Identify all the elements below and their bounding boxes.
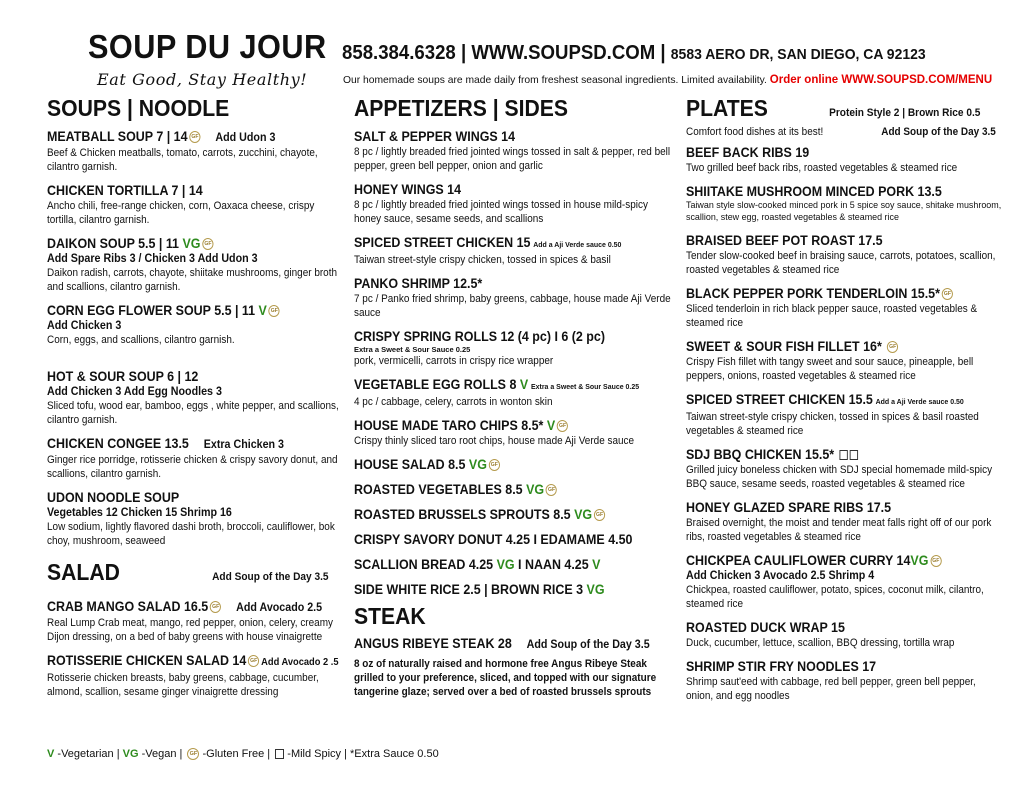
gluten-free-icon: GF <box>210 601 221 613</box>
phone-number[interactable]: 858.384.6328 <box>342 42 456 64</box>
menu-item <box>354 276 672 320</box>
menu-item <box>354 129 672 173</box>
menu-item <box>354 377 672 409</box>
legend-text: -Vegan | <box>138 748 186 760</box>
item-name: ANGUS RIBEYE STEAK 28 <box>354 636 512 651</box>
gluten-free-icon: GF <box>887 341 898 353</box>
column-plates <box>686 96 1006 703</box>
menu-item <box>354 532 672 548</box>
menu-item <box>354 507 672 523</box>
section-title-appetizers: APPETIZERS | SIDES <box>354 95 569 121</box>
menu-item <box>354 182 672 226</box>
contact-line <box>342 42 926 65</box>
item-name: HONEY GLAZED SPARE RIBS 17.5 <box>686 500 892 515</box>
legend-text: -Gluten Free | <box>199 748 274 760</box>
item-mini-note: Add a Aji Verde sauce 0.50 <box>533 240 622 249</box>
item-description: pork, vermicelli, carrots in crispy rice wrapper <box>354 355 554 367</box>
item-mini-note: Extra a Sweet & Sour Sauce 0.25 <box>354 345 471 354</box>
plates-intro: Comfort food dishes at its best! <box>686 126 824 138</box>
item-name: SHIITAKE MUSHROOM MINCED PORK 13.5 <box>686 184 942 199</box>
plates-note: Add Soup of the Day 3.5 <box>881 126 996 138</box>
mild-spicy-icon <box>275 749 284 759</box>
item-description: Chickpea, roasted cauliflower, potato, spices, coconut milk, cilantro, steamed rice <box>686 584 984 610</box>
item-name: SALT & PEPPER WINGS 14 <box>354 129 516 144</box>
item-description: Corn, eggs, and scallions, cilantro garnish. <box>47 334 235 346</box>
column-soups-salad <box>47 96 347 699</box>
item-addons: Add Spare Ribs 3 / Chicken 3 Add Udon 3 <box>47 253 258 265</box>
section-title-plates <box>686 96 980 125</box>
item-name: CORN EGG FLOWER SOUP 5.5 | 11 <box>47 303 256 318</box>
vegetarian-badge: V <box>47 748 55 760</box>
item-description: 4 pc / cabbage, celery, carrots in wonton skin <box>354 396 553 408</box>
item-name: CHICKPEA CAULIFLOWER CURRY 14 <box>686 553 911 568</box>
item-name: CRAB MANGO SALAD 16.5 <box>47 599 209 614</box>
mild-spicy-icon <box>839 450 847 460</box>
tagline: Eat Good, Stay Healthy! <box>97 70 308 89</box>
gluten-free-icon: GF <box>189 131 200 143</box>
menu-item <box>47 436 347 481</box>
item-addons: Add Chicken 3 Add Egg Noodles 3 <box>47 386 222 398</box>
menu-item <box>354 557 672 573</box>
menu-item <box>686 286 1006 330</box>
menu-item <box>686 620 1006 650</box>
order-online-link[interactable]: Order online WWW.SOUPSD.COM/MENU <box>769 74 993 86</box>
item-extra: Extra Chicken 3 <box>203 439 285 451</box>
item-description: Taiwan street-style crispy chicken, tossed in spices & basil <box>354 254 611 266</box>
item-description: Braised overnight, the moist and tender meat falls right off of our pork ribs, roasted vegetables & steamed rice <box>686 517 992 543</box>
menu-item <box>686 233 1006 277</box>
item-description: Low sodium, lightly flavored dashi broth, broccoli, cauliflower, bok choy, mushroom, seaweed <box>47 521 335 547</box>
plates-intro-line <box>686 125 996 139</box>
gluten-free-icon: GF <box>557 420 568 432</box>
item-name: VEGETABLE EGG ROLLS 8 <box>354 377 517 392</box>
menu-item <box>47 183 347 227</box>
section-note: Add Soup of the Day 3.5 <box>212 571 329 583</box>
menu-item <box>47 303 347 347</box>
vegan-badge: VG <box>910 553 929 568</box>
item-name: SCALLION BREAD 4.25 <box>354 557 494 572</box>
vegetarian-badge: V <box>519 377 529 392</box>
vegan-badge: VG <box>182 236 201 251</box>
item-description: Shrimp saut'eed with cabbage, red bell pepper, green bell pepper, onion, and egg noodles <box>686 676 976 702</box>
section-title-salad <box>47 559 329 589</box>
menu-item <box>354 329 672 368</box>
item-description: Daikon radish, carrots, chayote, shiitake mushrooms, ginger broth and scallions, cilantro garnish. <box>47 267 338 293</box>
item-name: PANKO SHRIMP 12.5* <box>354 276 483 291</box>
item-name: CHICKEN CONGEE 13.5 <box>47 436 189 451</box>
item-name: ROASTED BRUSSELS SPROUTS 8.5 <box>354 507 571 522</box>
item-name: HOT & SOUR SOUP 6 | 12 <box>47 369 199 384</box>
section-name: SALAD <box>47 559 120 585</box>
menu-item <box>47 599 347 644</box>
item-name: ROTISSERIE CHICKEN SALAD 14 <box>47 653 247 668</box>
item-description: Taiwan style slow-cooked minced pork in 5 spice soy sauce, shitake mushroom, scallion, stew egg, roasted vegetables & steamed rice <box>686 200 1002 223</box>
menu-item <box>686 659 1006 703</box>
item-description: Sliced tenderloin in rich black pepper sauce, roasted vegetables & steamed rice <box>686 303 978 329</box>
item-name: SPICED STREET CHICKEN 15 <box>354 235 531 250</box>
menu-item <box>47 236 347 294</box>
menu-item <box>47 490 347 548</box>
item-name: HONEY WINGS 14 <box>354 182 462 197</box>
menu-item <box>686 339 1006 383</box>
item-name: CHICKEN TORTILLA 7 | 14 <box>47 183 203 198</box>
menu-item <box>686 145 1006 175</box>
menu-header <box>0 0 1024 96</box>
menu-item <box>47 653 347 699</box>
vegan-badge: VG <box>586 582 605 597</box>
gluten-free-icon: GF <box>930 555 941 567</box>
item-name: ROASTED VEGETABLES 8.5 <box>354 482 523 497</box>
item-name: SPICED STREET CHICKEN 15.5 <box>686 392 873 407</box>
item-extra: Add Avocado 2 .5 <box>261 657 339 668</box>
item-name: HOUSE SALAD 8.5 <box>354 457 466 472</box>
gluten-free-icon: GF <box>202 238 213 250</box>
menu-item <box>354 582 672 598</box>
website-link[interactable]: WWW.SOUPSD.COM <box>471 42 656 64</box>
section-title-soups: SOUPS | NOODLE <box>47 95 230 121</box>
gluten-free-icon: GF <box>269 305 280 317</box>
item-description: 8 oz of naturally raised and hormone free Angus Ribeye Steak grilled to your preference, sliced, and topped with our signature tangerine glaze; served over a bed of roasted brussels sprouts <box>354 658 657 698</box>
section-name: PLATES <box>686 95 768 121</box>
item-description: 8 pc / lightly breaded fried jointed wings tossed in house mild-spicy honey sauce, sesame seeds, and scallions <box>354 199 648 225</box>
item-description: Real Lump Crab meat, mango, red pepper, onion, celery, creamy Dijon dressing, on a bed of baby greens with house vinaigrette <box>47 617 333 643</box>
gluten-free-icon: GF <box>248 655 259 667</box>
section-title-steak: STEAK <box>354 603 426 629</box>
vegan-badge: VG <box>496 557 515 572</box>
menu-item <box>686 447 1006 491</box>
menu-item <box>354 482 672 498</box>
item-name: MEATBALL SOUP 7 | 14 <box>47 129 188 144</box>
menu-item <box>354 457 672 473</box>
menu-item <box>354 636 672 699</box>
menu-item <box>354 418 672 448</box>
menu-item <box>686 500 1006 544</box>
mild-spicy-icon <box>850 450 858 460</box>
item-mini-note: Add a Aji Verde sauce 0.50 <box>875 397 964 406</box>
item-description: Ancho chili, free-range chicken, corn, Oaxaca cheese, crispy tortilla, cilantro garnish. <box>47 200 315 226</box>
section-note: Protein Style 2 | Brown Rice 0.5 <box>829 107 981 119</box>
vegan-badge: VG <box>468 457 487 472</box>
item-name: BLACK PEPPER PORK TENDERLOIN 15.5* <box>686 286 940 301</box>
item-name: HOUSE MADE TARO CHIPS 8.5* <box>354 418 544 433</box>
item-extra: Add Udon 3 <box>215 132 276 144</box>
item-description: 8 pc / lightly breaded fried jointed wings tossed in salt & pepper, red bell pepper, green bell pepper, onion and garlic <box>354 146 671 172</box>
menu-item <box>686 184 1006 224</box>
item-description: Grilled juicy boneless chicken with SDJ special homemade mild-spicy BBQ sauce, sesame seeds, roasted vegetables & steamed rice <box>686 464 993 490</box>
vegetarian-badge: V <box>592 557 601 572</box>
item-name: CRISPY SAVORY DONUT 4.25 I EDAMAME 4.50 <box>354 532 633 547</box>
vegan-badge: VG <box>122 748 139 760</box>
item-extra: Add Soup of the Day 3.5 <box>526 639 650 651</box>
item-description: Taiwan street-style crispy chicken, tossed in spices & basil roasted vegetables & steamed rice <box>686 411 979 437</box>
intro-text: Our homemade soups are made daily from freshest seasonal ingredients. Limited availability. <box>343 75 767 86</box>
address: 8583 AERO DR, SAN DIEGO, CA 92123 <box>670 46 926 63</box>
separator: | <box>460 42 472 64</box>
menu-item <box>686 392 1006 438</box>
item-name: UDON NOODLE SOUP <box>47 490 180 505</box>
vegan-badge: VG <box>526 482 545 497</box>
item-name: SIDE WHITE RICE 2.5 | BROWN RICE 3 <box>354 582 584 597</box>
column-appetizers-steak <box>354 96 672 699</box>
item-name: SDJ BBQ CHICKEN 15.5* <box>686 447 835 462</box>
item-name-2: I NAAN 4.25 <box>518 557 589 572</box>
item-extra: Add Avocado 2.5 <box>236 602 323 614</box>
vegetarian-badge: V <box>546 418 556 433</box>
menu-item <box>47 369 347 427</box>
gluten-free-icon: GF <box>489 459 500 471</box>
item-description: Tender slow-cooked beef in braising sauce, carrots, potatoes, scallion, roasted vegetables & steamed rice <box>686 250 996 276</box>
item-description: Crispy thinly sliced taro root chips, house made Aji Verde sauce <box>354 435 635 447</box>
item-description: Two grilled beef back ribs, roasted vegetables & steamed rice <box>686 162 958 174</box>
item-description: 7 pc / Panko fried shrimp, baby greens, cabbage, house made Aji Verde sauce <box>354 293 671 319</box>
legend-text: -Vegetarian | <box>54 748 123 760</box>
gluten-free-icon: GF <box>187 748 199 760</box>
gluten-free-icon: GF <box>942 288 953 300</box>
item-addons: Add Chicken 3 Avocado 2.5 Shrimp 4 <box>686 570 875 582</box>
item-description: Beef & Chicken meatballs, tomato, carrots, zucchini, chayote, cilantro garnish. <box>47 147 318 173</box>
item-description: Crispy Fish fillet with tangy sweet and sour sauce, pineapple, bell peppers, onions, roasted vegetables & steamed rice <box>686 356 974 382</box>
item-description: Rotisserie chicken breasts, baby greens, cabbage, cucumber, almond, scallion, sesame ginger vinaigrette dressing <box>47 672 319 698</box>
item-description: Ginger rice porridge, rotisserie chicken & crispy savory donut, and scallions, cilantro garnish. <box>47 454 338 480</box>
item-name: SHRIMP STIR FRY NOODLES 17 <box>686 659 877 674</box>
item-description: Duck, cucumber, lettuce, scallion, BBQ dressing, tortilla wrap <box>686 637 955 649</box>
brand-name: SOUP DU JOUR <box>88 28 327 65</box>
item-name: SWEET & SOUR FISH FILLET 16* <box>686 339 882 354</box>
menu-item <box>354 235 672 267</box>
intro-line <box>343 74 992 86</box>
gluten-free-icon: GF <box>594 509 605 521</box>
vegetarian-badge: V <box>258 303 267 318</box>
separator: | <box>660 42 671 64</box>
menu-item <box>47 129 347 174</box>
item-name: ROASTED DUCK WRAP 15 <box>686 620 845 635</box>
item-addons: Add Chicken 3 <box>47 320 122 332</box>
item-mini-note: Extra a Sweet & Sour Sauce 0.25 <box>530 382 640 391</box>
dietary-legend <box>47 748 439 760</box>
item-name: BEEF BACK RIBS 19 <box>686 145 810 160</box>
item-name: BRAISED BEEF POT ROAST 17.5 <box>686 233 883 248</box>
item-addons: Vegetables 12 Chicken 15 Shrimp 16 <box>47 507 232 519</box>
legend-text: -Mild Spicy | *Extra Sauce 0.50 <box>284 748 439 760</box>
gluten-free-icon: GF <box>546 484 557 496</box>
vegan-badge: VG <box>574 507 593 522</box>
item-name: DAIKON SOUP 5.5 | 11 <box>47 236 179 251</box>
item-name: CRISPY SPRING ROLLS 12 (4 pc) I 6 (2 pc) <box>354 329 605 344</box>
menu-item <box>686 553 1006 611</box>
item-description: Sliced tofu, wood ear, bamboo, eggs , white pepper, and scallions, cilantro garnish. <box>47 400 339 426</box>
